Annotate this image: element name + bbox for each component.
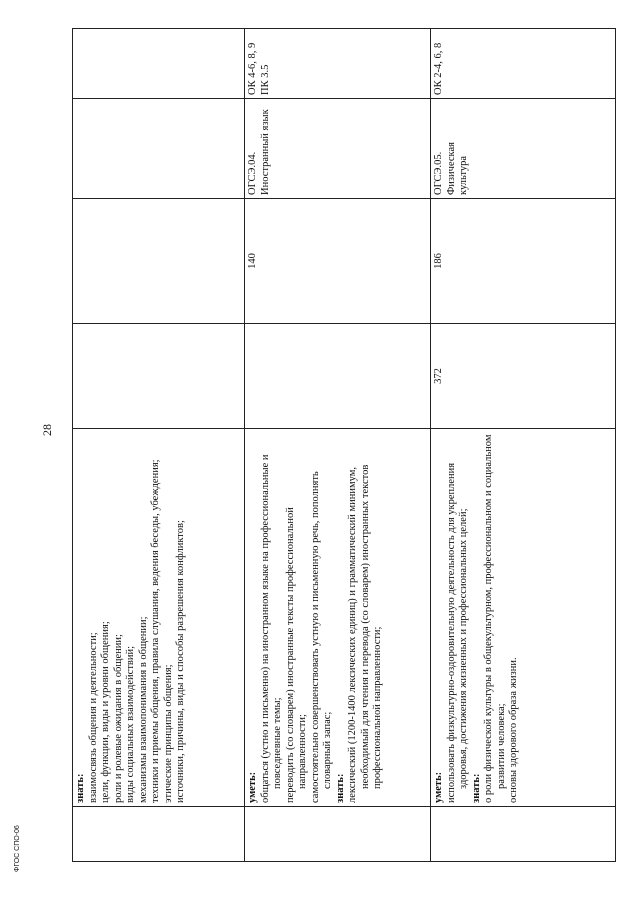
skills-heading: уметь: bbox=[247, 771, 258, 803]
requirement-line: о роли физической культуры в общекультурном, профессиональном и социальном развитии человека; bbox=[483, 434, 507, 803]
discipline-cell: ОГСЭ.05. Физическая культура bbox=[431, 99, 616, 199]
requirement-line: взаимосвязь общения и деятельности; bbox=[87, 632, 99, 803]
skills-heading: уметь: bbox=[433, 771, 444, 803]
index-cell bbox=[73, 807, 245, 862]
requirement-line: источники, причины, виды и способы разрешения конфликтов; bbox=[175, 520, 186, 803]
table-row bbox=[245, 29, 431, 862]
competences-cell: ОК 2-4, 6, 8 bbox=[431, 29, 616, 99]
requirement-line: роли и ролевые ожидания в общении; bbox=[112, 634, 124, 803]
requirements-cell bbox=[73, 429, 245, 807]
requirement-line: самостоятельно совершенствовать устную и письменную речь, пополнять словарный запас; bbox=[309, 471, 333, 803]
requirement-line: переводить (со словарем) иностранные тексты профессиональной направленности; bbox=[284, 507, 308, 803]
requirement-line: использовать физкультурно-оздоровительную деятельность для укрепления здоровья, достижения жизненных и профессиональных целей; bbox=[445, 462, 469, 803]
curriculum-table bbox=[72, 28, 616, 862]
total-hours-cell: 372 bbox=[431, 324, 616, 429]
know-heading: знать: bbox=[75, 773, 86, 803]
requirement-line: лексический (1200-1400 лексических единиц) и грамматический минимум, необходимый для чтения и перевода (со словарем) иностранных текстов профессиональной направленности; bbox=[347, 464, 383, 803]
discipline-cell bbox=[73, 99, 245, 199]
curriculum-table-rotated bbox=[72, 29, 615, 862]
requirements-cell bbox=[245, 429, 431, 807]
know-heading: знать: bbox=[334, 773, 346, 803]
requirement-line: техники и приемы общения, правила слушания, ведения беседы, убеждения; bbox=[150, 459, 161, 803]
requirement-line: этические принципы общения; bbox=[162, 664, 174, 803]
index-cell bbox=[245, 807, 431, 862]
requirement-line: общаться (устно и письменно) на иностранном языке на профессиональные и повседневные темы; bbox=[259, 454, 283, 803]
table-row bbox=[73, 29, 245, 862]
requirement-line: основы здорового образа жизни. bbox=[508, 657, 519, 803]
hours-cell: 186 bbox=[431, 199, 616, 324]
requirements-cell bbox=[431, 429, 616, 807]
page-number: 28 bbox=[40, 424, 54, 436]
requirement-line: виды социальных взаимодействий; bbox=[125, 645, 136, 803]
requirement-line: цели, функции, виды и уровни общения; bbox=[100, 621, 111, 803]
know-heading: знать: bbox=[470, 773, 482, 803]
table-row bbox=[431, 29, 616, 862]
total-hours-cell bbox=[245, 324, 431, 429]
discipline-cell: ОГСЭ.04. Иностранный язык bbox=[245, 99, 431, 199]
competences-cell: ОК 4-6, 8, 9 ПК 3.5 bbox=[245, 29, 431, 99]
requirement-line: механизмы взаимопонимания в общении; bbox=[137, 616, 149, 803]
hours-cell: 140 bbox=[245, 199, 431, 324]
index-cell bbox=[431, 807, 616, 862]
footer-code: ФГОС СПО-06 bbox=[14, 825, 21, 872]
competences-cell bbox=[73, 29, 245, 99]
hours-cell bbox=[73, 199, 245, 324]
total-hours-cell bbox=[73, 324, 245, 429]
